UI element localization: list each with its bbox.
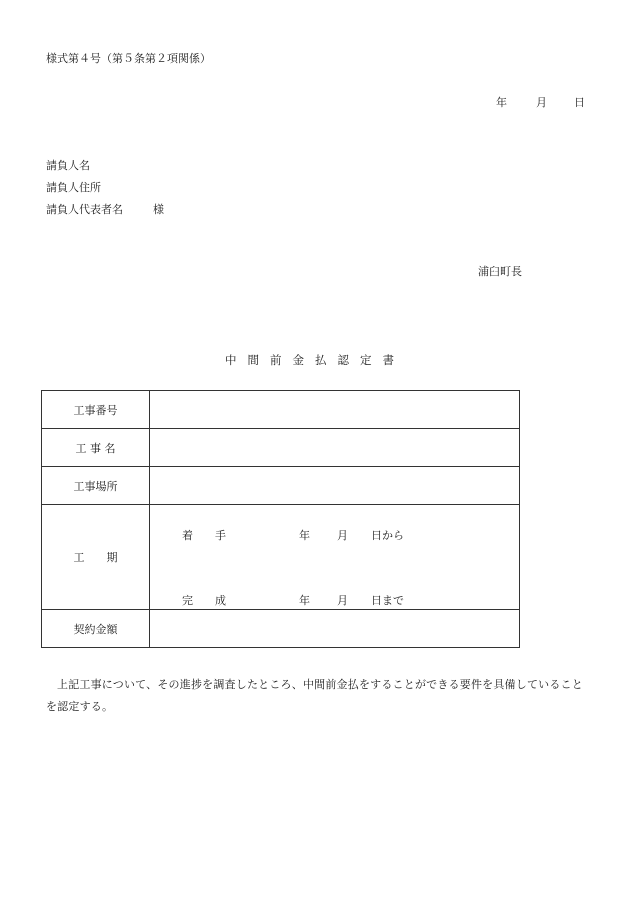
certification-notice: 上記工事について、その進捗を調査したところ、中間前金払をすることができる要件を具備していることを認定する。 xyxy=(46,678,583,713)
contractor-representative-row xyxy=(46,199,164,221)
period-completion-year: 年 xyxy=(299,594,310,607)
construction-name-value xyxy=(150,429,520,467)
contractor-name-label: 請負人名 xyxy=(46,159,90,172)
contractor-address-label: 請負人住所 xyxy=(46,181,101,194)
construction-name-label: 工 事 名 xyxy=(42,429,150,467)
form-number: 様式第４号（第５条第２項関係） xyxy=(46,52,211,65)
contract-amount-label: 契約金額 xyxy=(42,610,150,648)
construction-number-label: 工事番号 xyxy=(42,391,150,429)
construction-number-value xyxy=(150,391,520,429)
contractor-block xyxy=(46,155,164,221)
construction-site-label: 工事場所 xyxy=(42,467,150,505)
table-row xyxy=(42,505,520,610)
table-row xyxy=(42,429,520,467)
period-completion-row xyxy=(182,594,482,608)
honorific: 様 xyxy=(153,203,164,216)
period-completion-month: 月 xyxy=(337,594,348,607)
document-title: 中間前金払認定書 xyxy=(225,353,405,367)
issuer: 浦臼町長 xyxy=(478,265,522,278)
period-start-row xyxy=(182,529,482,543)
table-row xyxy=(42,467,520,505)
period-completion-suffix: 日まで xyxy=(371,594,404,607)
period-start-year: 年 xyxy=(299,529,310,542)
table-row xyxy=(42,391,520,429)
detail-table xyxy=(41,390,520,648)
period-value xyxy=(150,505,520,610)
period-completion-label: 完 成 xyxy=(182,594,226,607)
contract-amount-value xyxy=(150,610,520,648)
date-month-label: 月 xyxy=(536,96,547,109)
contractor-representative-label: 請負人代表者名 xyxy=(46,203,123,216)
period-start-suffix: 日から xyxy=(371,529,404,542)
date-day-label: 日 xyxy=(574,96,585,109)
construction-site-value xyxy=(150,467,520,505)
period-start-label: 着 手 xyxy=(182,529,226,542)
period-start-month: 月 xyxy=(337,529,348,542)
table-row xyxy=(42,610,520,648)
period-label: 工 期 xyxy=(42,505,150,610)
date-year-label: 年 xyxy=(496,96,507,109)
